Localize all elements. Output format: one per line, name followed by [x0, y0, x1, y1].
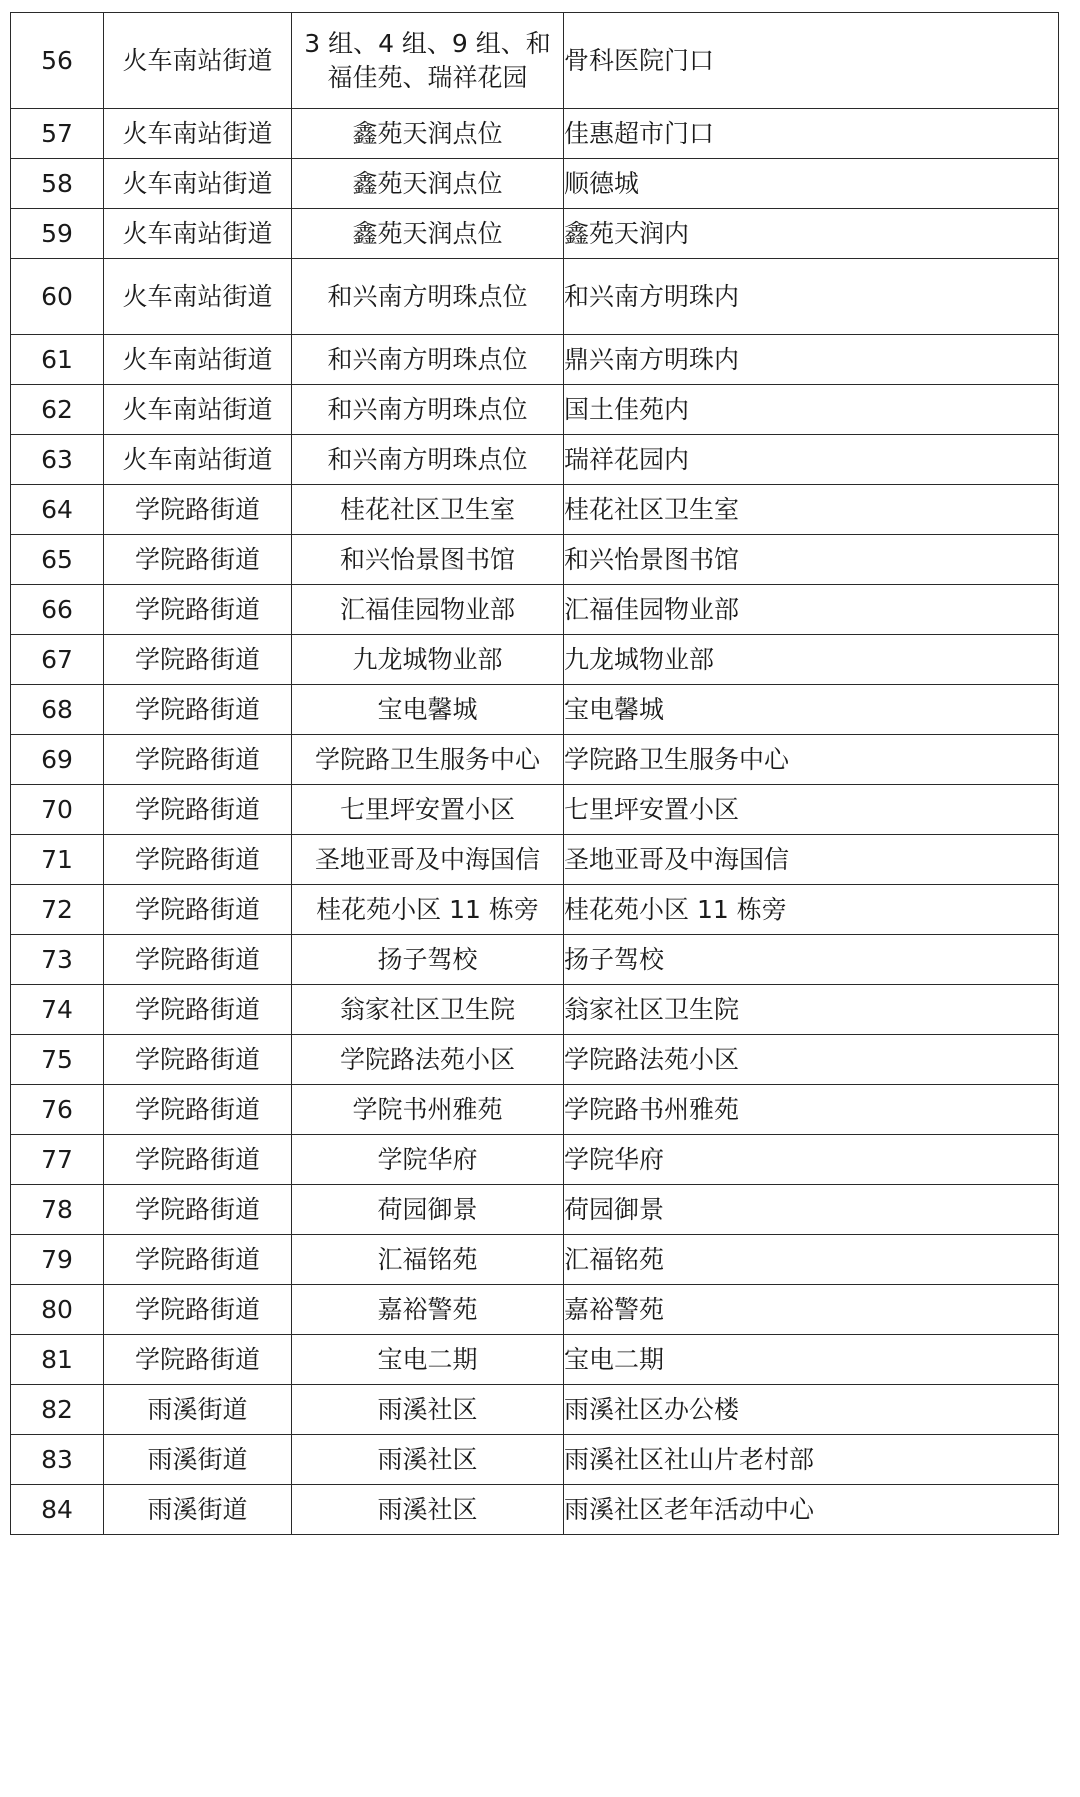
site-location: 桂花社区卫生室	[564, 485, 1059, 535]
site-location: 扬子驾校	[564, 935, 1059, 985]
street-name: 学院路街道	[104, 935, 292, 985]
table-row	[11, 335, 1059, 385]
site-location: 国土佳苑内	[564, 385, 1059, 435]
site-name: 鑫苑天润点位	[292, 209, 564, 259]
street-name: 雨溪街道	[104, 1385, 292, 1435]
site-name: 鑫苑天润点位	[292, 159, 564, 209]
table-row	[11, 535, 1059, 585]
street-name: 学院路街道	[104, 485, 292, 535]
site-location: 雨溪社区老年活动中心	[564, 1485, 1059, 1535]
table-row	[11, 1135, 1059, 1185]
site-name: 学院路卫生服务中心	[292, 735, 564, 785]
site-name: 学院华府	[292, 1135, 564, 1185]
site-name: 扬子驾校	[292, 935, 564, 985]
street-name: 学院路街道	[104, 1085, 292, 1135]
street-name: 火车南站街道	[104, 385, 292, 435]
table-row	[11, 685, 1059, 735]
street-name: 火车南站街道	[104, 159, 292, 209]
table-row	[11, 1485, 1059, 1535]
site-name: 桂花苑小区 11 栋旁	[292, 885, 564, 935]
street-name: 学院路街道	[104, 1035, 292, 1085]
row-number: 79	[11, 1235, 104, 1285]
site-name: 学院路法苑小区	[292, 1035, 564, 1085]
row-number: 75	[11, 1035, 104, 1085]
row-number: 74	[11, 985, 104, 1035]
table-row	[11, 109, 1059, 159]
site-name: 学院书州雅苑	[292, 1085, 564, 1135]
row-number: 64	[11, 485, 104, 535]
row-number: 73	[11, 935, 104, 985]
site-location: 学院路法苑小区	[564, 1035, 1059, 1085]
row-number: 56	[11, 13, 104, 109]
row-number: 80	[11, 1285, 104, 1335]
site-location: 汇福佳园物业部	[564, 585, 1059, 635]
site-location: 学院路书州雅苑	[564, 1085, 1059, 1135]
table-row	[11, 259, 1059, 335]
table-row	[11, 385, 1059, 435]
site-location: 宝电二期	[564, 1335, 1059, 1385]
table-row	[11, 885, 1059, 935]
site-table	[10, 12, 1059, 1535]
street-name: 学院路街道	[104, 535, 292, 585]
street-name: 学院路街道	[104, 885, 292, 935]
site-location: 顺德城	[564, 159, 1059, 209]
row-number: 77	[11, 1135, 104, 1185]
table-row	[11, 1335, 1059, 1385]
row-number: 62	[11, 385, 104, 435]
street-name: 火车南站街道	[104, 13, 292, 109]
street-name: 雨溪街道	[104, 1435, 292, 1485]
site-name: 雨溪社区	[292, 1385, 564, 1435]
street-name: 雨溪街道	[104, 1485, 292, 1535]
site-location: 学院华府	[564, 1135, 1059, 1185]
site-location: 佳惠超市门口	[564, 109, 1059, 159]
street-name: 学院路街道	[104, 585, 292, 635]
row-number: 63	[11, 435, 104, 485]
row-number: 57	[11, 109, 104, 159]
table-row	[11, 635, 1059, 685]
site-location: 鑫苑天润内	[564, 209, 1059, 259]
row-number: 68	[11, 685, 104, 735]
row-number: 82	[11, 1385, 104, 1435]
site-name: 鑫苑天润点位	[292, 109, 564, 159]
table-row	[11, 985, 1059, 1035]
street-name: 火车南站街道	[104, 209, 292, 259]
site-location: 雨溪社区社山片老村部	[564, 1435, 1059, 1485]
site-location: 圣地亚哥及中海国信	[564, 835, 1059, 885]
street-name: 学院路街道	[104, 835, 292, 885]
row-number: 70	[11, 785, 104, 835]
site-name: 和兴南方明珠点位	[292, 335, 564, 385]
table-row	[11, 735, 1059, 785]
street-name: 学院路街道	[104, 1285, 292, 1335]
table-row	[11, 485, 1059, 535]
street-name: 火车南站街道	[104, 259, 292, 335]
site-name: 雨溪社区	[292, 1485, 564, 1535]
table-row	[11, 1085, 1059, 1135]
street-name: 火车南站街道	[104, 335, 292, 385]
street-name: 学院路街道	[104, 735, 292, 785]
street-name: 火车南站街道	[104, 109, 292, 159]
table-row	[11, 1435, 1059, 1485]
row-number: 69	[11, 735, 104, 785]
site-location: 荷园御景	[564, 1185, 1059, 1235]
site-location: 汇福铭苑	[564, 1235, 1059, 1285]
site-name: 和兴南方明珠点位	[292, 435, 564, 485]
street-name: 火车南站街道	[104, 435, 292, 485]
table-row	[11, 1035, 1059, 1085]
street-name: 学院路街道	[104, 785, 292, 835]
site-location: 嘉裕警苑	[564, 1285, 1059, 1335]
site-name: 荷园御景	[292, 1185, 564, 1235]
site-name: 和兴南方明珠点位	[292, 259, 564, 335]
site-name: 宝电馨城	[292, 685, 564, 735]
site-location: 翁家社区卫生院	[564, 985, 1059, 1035]
row-number: 67	[11, 635, 104, 685]
street-name: 学院路街道	[104, 635, 292, 685]
site-name: 汇福佳园物业部	[292, 585, 564, 635]
street-name: 学院路街道	[104, 985, 292, 1035]
row-number: 76	[11, 1085, 104, 1135]
site-location: 和兴南方明珠内	[564, 259, 1059, 335]
site-name: 桂花社区卫生室	[292, 485, 564, 535]
row-number: 83	[11, 1435, 104, 1485]
site-name: 翁家社区卫生院	[292, 985, 564, 1035]
site-name	[292, 13, 564, 109]
site-name-text: 3 组、4 组、9 组、和福佳苑、瑞祥花园	[304, 28, 551, 92]
table-row	[11, 1285, 1059, 1335]
site-name: 和兴南方明珠点位	[292, 385, 564, 435]
site-location: 瑞祥花园内	[564, 435, 1059, 485]
site-location: 和兴怡景图书馆	[564, 535, 1059, 585]
table-row	[11, 435, 1059, 485]
site-location: 九龙城物业部	[564, 635, 1059, 685]
site-name: 和兴怡景图书馆	[292, 535, 564, 585]
table-row	[11, 209, 1059, 259]
street-name: 学院路街道	[104, 685, 292, 735]
table-row	[11, 1235, 1059, 1285]
site-table-body	[11, 13, 1059, 1535]
site-name: 圣地亚哥及中海国信	[292, 835, 564, 885]
row-number: 81	[11, 1335, 104, 1385]
street-name: 学院路街道	[104, 1235, 292, 1285]
vaccination-site-table-page	[10, 12, 1058, 1535]
table-row	[11, 935, 1059, 985]
site-name: 九龙城物业部	[292, 635, 564, 685]
table-row	[11, 1185, 1059, 1235]
site-location: 桂花苑小区 11 栋旁	[564, 885, 1059, 935]
site-name: 七里坪安置小区	[292, 785, 564, 835]
row-number: 65	[11, 535, 104, 585]
street-name: 学院路街道	[104, 1135, 292, 1185]
row-number: 60	[11, 259, 104, 335]
table-row	[11, 159, 1059, 209]
row-number: 66	[11, 585, 104, 635]
table-row	[11, 13, 1059, 109]
site-location: 七里坪安置小区	[564, 785, 1059, 835]
street-name: 学院路街道	[104, 1185, 292, 1235]
row-number: 84	[11, 1485, 104, 1535]
site-name: 嘉裕警苑	[292, 1285, 564, 1335]
row-number: 59	[11, 209, 104, 259]
site-location: 骨科医院门口	[564, 13, 1059, 109]
site-location: 雨溪社区办公楼	[564, 1385, 1059, 1435]
site-name: 汇福铭苑	[292, 1235, 564, 1285]
table-row	[11, 1385, 1059, 1435]
row-number: 71	[11, 835, 104, 885]
site-name: 雨溪社区	[292, 1435, 564, 1485]
site-location: 鼎兴南方明珠内	[564, 335, 1059, 385]
table-row	[11, 585, 1059, 635]
site-location: 宝电馨城	[564, 685, 1059, 735]
row-number: 72	[11, 885, 104, 935]
street-name: 学院路街道	[104, 1335, 292, 1385]
table-row	[11, 785, 1059, 835]
row-number: 61	[11, 335, 104, 385]
site-name: 宝电二期	[292, 1335, 564, 1385]
site-location: 学院路卫生服务中心	[564, 735, 1059, 785]
table-row	[11, 835, 1059, 885]
row-number: 78	[11, 1185, 104, 1235]
row-number: 58	[11, 159, 104, 209]
